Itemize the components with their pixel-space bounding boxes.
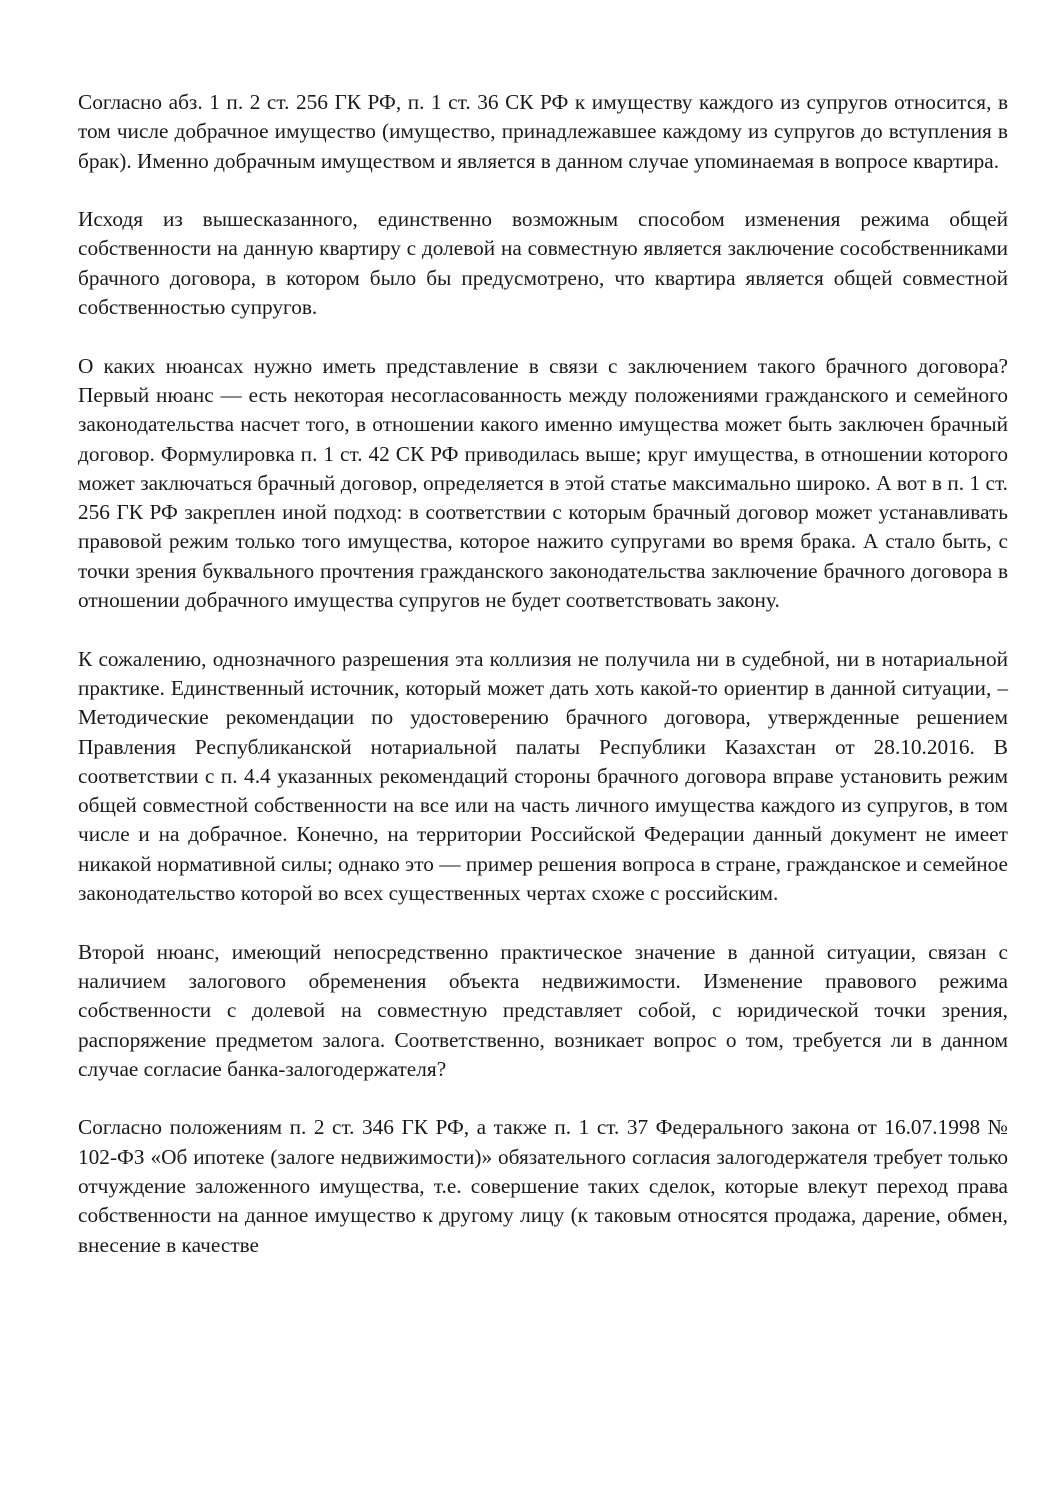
paragraph-marriage-contract-only-way: Исходя из вышесказанного, единственно возможным способом изменения режима общей собственности на данную квартиру с долевой на совместную является заключение сособственниками брачного договора, в котором было бы предусмотрено, что квартира является общей совместной собственностью супругов. [78, 207, 1008, 320]
paragraph-mortgage-consent: Согласно положениям п. 2 ст. 346 ГК РФ, а также п. 1 ст. 37 Федерального закона от 16.07.1998 № 102-ФЗ «Об ипотеке (залоге недвижимости)» обязательного согласия залогодержателя требует только отчуждение заложенного имущества, т.е. совершение таких сделок, которые влекут переход права собственности на данное имущество к другому лицу (к таковым относятся продажа, дарение, обмен, внесение в качестве [78, 1115, 1008, 1257]
document-page [78, 88, 1008, 1260]
paragraph-second-nuance: Второй нюанс, имеющий непосредственно практическое значение в данной ситуации, связан с наличием залогового обременения объекта недвижимости. Изменение правового режима собственности с долевой на совместную представляет собой, с юридической точки зрения, распоряжение предметом залога. Соответственно, возникает вопрос о том, требуется ли в данном случае согласие банка-залогодержателя? [78, 939, 1008, 1081]
paragraph-separate-property: Согласно абз. 1 п. 2 ст. 256 ГК РФ, п. 1 ст. 36 СК РФ к имуществу каждого из супругов относится, в том числе добрачное имущество (имущество, принадлежавшее каждому из супругов до вступления в брак). Именно добрачным имуществом и является в данном случае упоминаемая в вопросе квартира. [78, 90, 1008, 173]
paragraph-kazakhstan-recommendations: К сожалению, однозначного разрешения эта коллизия не получила ни в судебной, ни в нотариальной практике. Единственный источник, который может дать хоть какой-то ориентир в данной ситуации, – Методические рекомендации по удостоверению брачного договора, утвержденные решением Правления Республиканской нотариальной палаты Республики Казахстан от 28.10.2016. В соответствии с п. 4.4 указанных рекомендаций стороны брачного договора вправе установить режим общей совместной собственности на все или на часть личного имущества каждого из супругов, в том числе и на добрачное. Конечно, на территории Российской Федерации данный документ не имеет никакой нормативной силы; однако это — пример решения вопроса в стране, гражданское и семейное законодательство которой во всех существенных чертах схоже с российским. [78, 646, 1008, 906]
paragraph-first-nuance: О каких нюансах нужно иметь представление в связи с заключением такого брачного договора? Первый нюанс — есть некоторая несогласованность между положениями гражданского и семейного законодательства насчет того, в отношении какого именно имущества может быть заключен брачный договор. Формулировка п. 1 ст. 42 СК РФ приводилась выше; круг имущества, в отношении которого может заключаться брачный договор, определяется в этой статье максимально широко. А вот в п. 1 ст. 256 ГК РФ закреплен иной подход: в соответствии с которым брачный договор может устанавливать правовой режим только того имущества, которое нажито супругами во время брака. А стало быть, с точки зрения буквального прочтения гражданского законодательства заключение брачного договора в отношении добрачного имущества супругов не будет соответствовать закону. [78, 353, 1008, 613]
